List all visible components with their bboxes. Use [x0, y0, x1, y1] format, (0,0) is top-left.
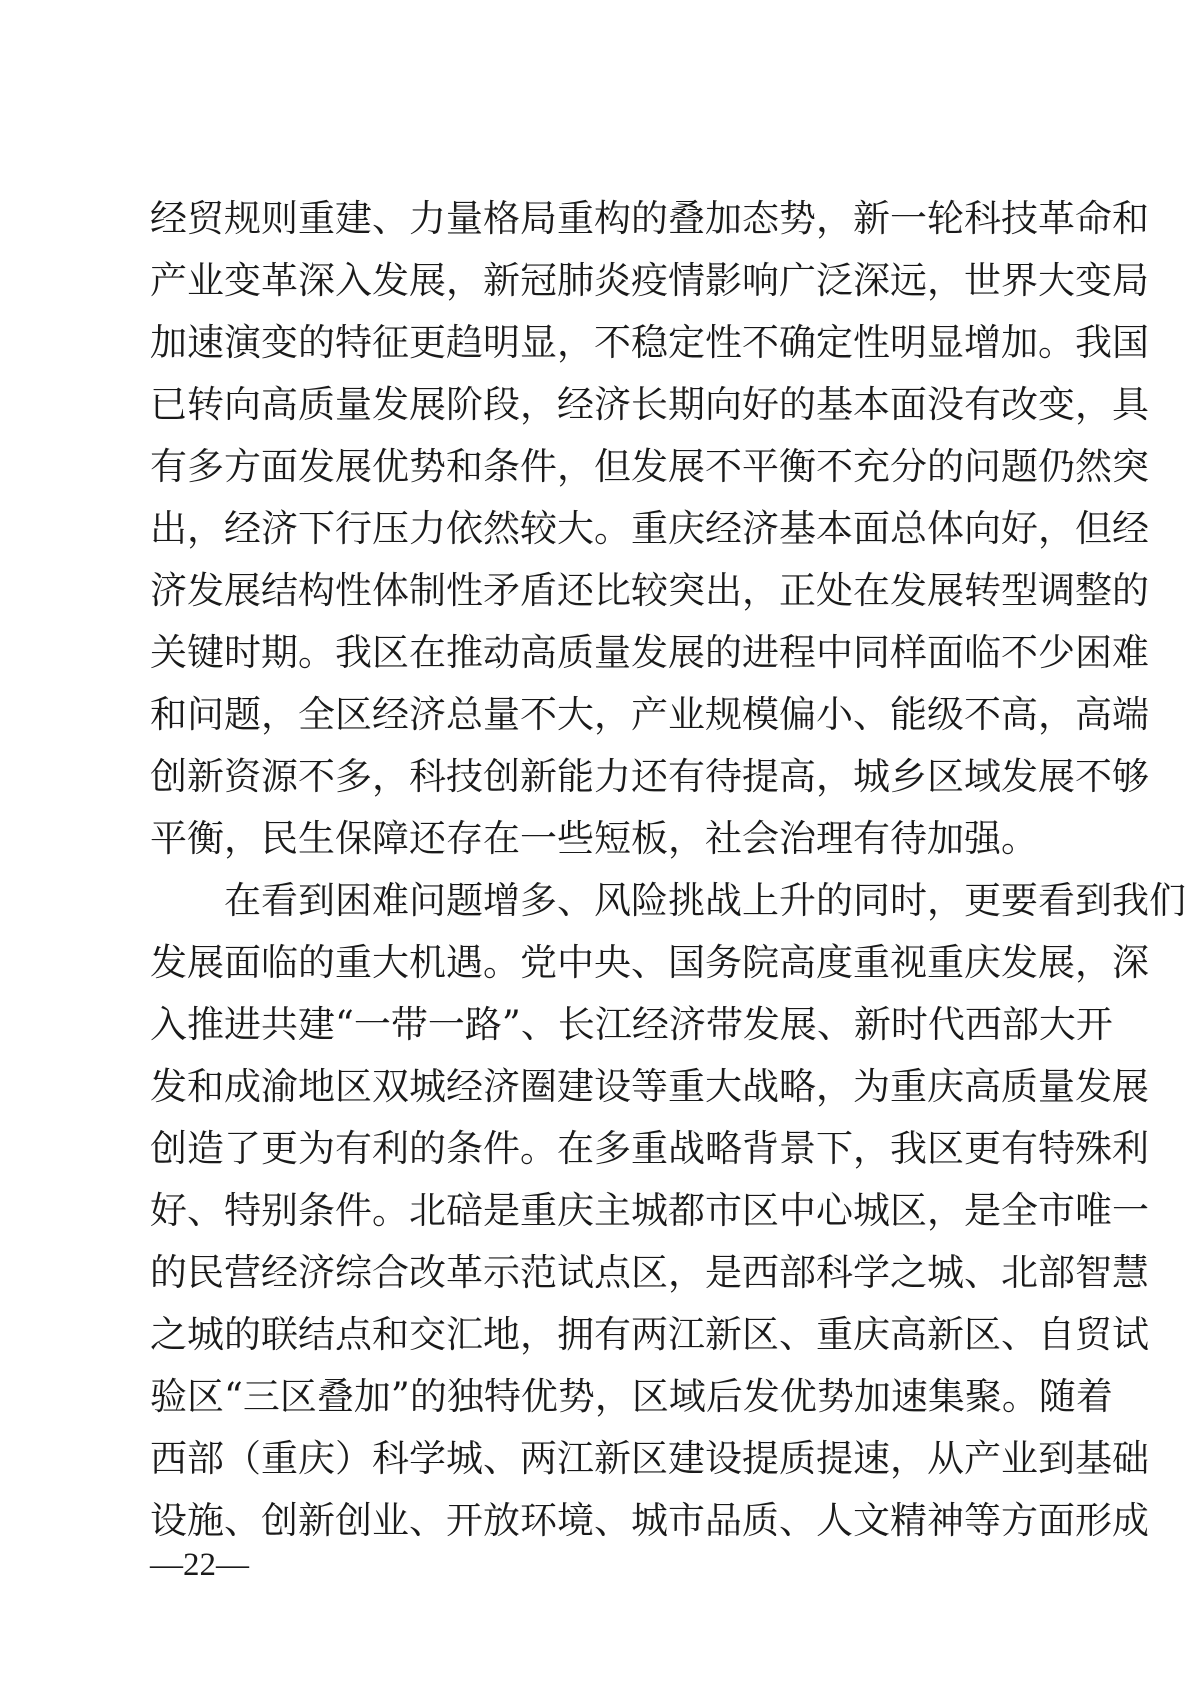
- paragraph-1: [150, 188, 1149, 870]
- text-line: 产业变革深入发展，新冠肺炎疫情影响广泛深远，世界大变局: [150, 259, 1149, 302]
- text-line: 经贸规则重建、力量格局重构的叠加态势，新一轮科技革命和: [150, 197, 1149, 240]
- text-line: 已转向高质量发展阶段，经济长期向好的基本面没有改变，具: [150, 383, 1149, 426]
- text-line: 关键时期。我区在推动高质量发展的进程中同样面临不少困难: [150, 631, 1149, 674]
- text-line: 设施、创新创业、开放环境、城市品质、人文精神等方面形成: [150, 1499, 1149, 1542]
- text-line: 平衡，民生保障还存在一些短板，社会治理有待加强。: [150, 817, 1038, 860]
- text-line: 和问题，全区经济总量不大，产业规模偏小、能级不高，高端: [150, 693, 1149, 736]
- text-line: 出，经济下行压力依然较大。重庆经济基本面总体向好，但经: [150, 507, 1149, 550]
- text-line: 创造了更为有利的条件。在多重战略背景下，我区更有特殊利: [150, 1127, 1149, 1170]
- text-line: 在看到困难问题增多、风险挑战上升的同时，更要看到我们: [224, 879, 1186, 922]
- text-line: 西部（重庆）科学城、两江新区建设提质提速，从产业到基础: [150, 1437, 1149, 1480]
- text-line: 发展面临的重大机遇。党中央、国务院高度重视重庆发展，深: [150, 941, 1149, 984]
- text-line: 好、特别条件。北碚是重庆主城都市区中心城区，是全市唯一: [150, 1189, 1149, 1232]
- text-line: 的民营经济综合改革示范试点区，是西部科学之城、北部智慧: [150, 1251, 1149, 1294]
- text-line: 济发展结构性体制性矛盾还比较突出，正处在发展转型调整的: [150, 569, 1149, 612]
- paragraph-2: [150, 870, 1186, 1552]
- text-line: 验区“三区叠加”的独特优势，区域后发优势加速集聚。随着: [150, 1375, 1113, 1418]
- text-line: 有多方面发展优势和条件，但发展不平衡不充分的问题仍然突: [150, 445, 1149, 488]
- body-text: [150, 188, 1186, 1552]
- text-line: 创新资源不多，科技创新能力还有待提高，城乡区域发展不够: [150, 755, 1149, 798]
- text-line: 发和成渝地区双城经济圈建设等重大战略，为重庆高质量发展: [150, 1065, 1149, 1108]
- text-line: 加速演变的特征更趋明显，不稳定性不确定性明显增加。我国: [150, 321, 1149, 364]
- text-line: 入推进共建“一带一路”、长江经济带发展、新时代西部大开: [150, 1003, 1113, 1046]
- text-line: 之城的联结点和交汇地，拥有两江新区、重庆高新区、自贸试: [150, 1313, 1149, 1356]
- page-number: —22—: [150, 1547, 249, 1583]
